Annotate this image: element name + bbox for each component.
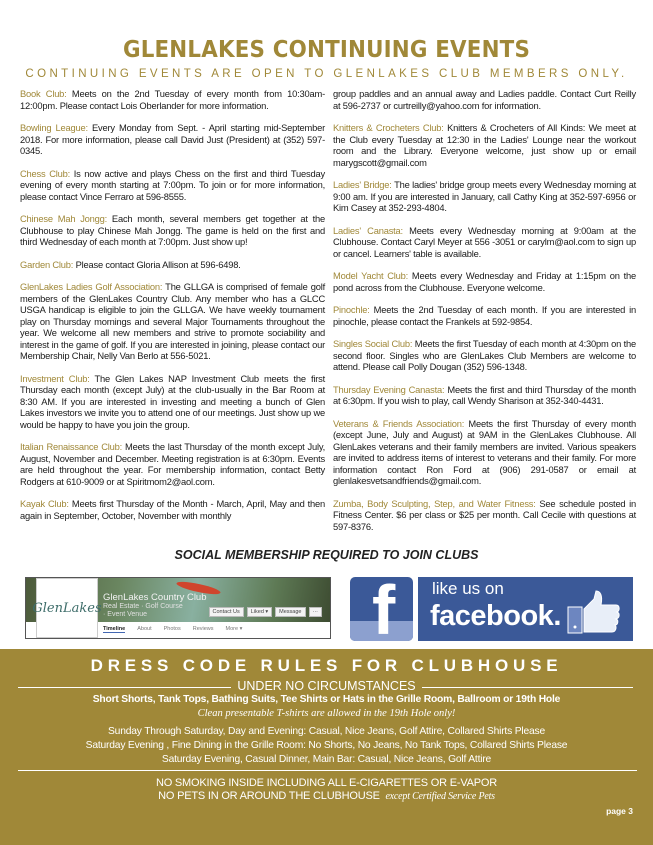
event-name: Knitters & Crocheters Club: — [333, 123, 444, 133]
event-entry — [333, 419, 636, 488]
fb-page-tabs — [103, 626, 242, 633]
event-description: Meets first Thursday of the Month - March, April, May and then again in September, October, November with monthly — [20, 499, 325, 521]
event-entry — [20, 499, 325, 522]
contact-us-button[interactable]: Contact Us — [209, 607, 244, 617]
event-description: Every Monday from Sept. - April starting mid-September 2018. For more information, please call David Just (President) at (352) 597-0345. — [20, 123, 326, 156]
event-name: Veterans & Friends Association: — [333, 418, 465, 429]
page-number: page 3 — [606, 806, 633, 816]
tab-timeline[interactable]: Timeline — [103, 626, 126, 632]
event-entry — [20, 89, 325, 112]
dress-rule-line: Saturday Evening, Casual Dinner, Main Bar: Casual, Nice Jeans, Golf Attire — [161, 754, 492, 765]
event-description: The GLLGA is comprised of female golf members of the GlenLakes Country Club. Any member who has a GLCC USGA handicap is eligible to join the GLLGA. We have weekly tournament play on Thursday mornings and several Major Tournaments throughout the year. We welcome all new members and strive to promote sociability and interest in the game of golf. If you are interested in joining, please contact our Membership Chair, Nelly Van Berlo at 556-5021. — [20, 282, 325, 361]
event-description: The Glen Lakes NAP Investment Club meets the first Thursday each month (except July) at the club-usually in the Bar Room at 8:30 AM. If you are interested in investing and meeting a bunch of Glen Lakes investors we invite you to attend one of our meetings. Just show up we would be happy to have you join the group. — [20, 373, 325, 430]
like-us-on-facebook-banner[interactable] — [350, 577, 633, 641]
event-entry — [333, 89, 636, 112]
dress-code-section — [0, 649, 653, 845]
prohibited-attire: Short Shorts, Tank Tops, Bathing Suits, Tee Shirts or Hats in the Grille Room, Ballroom or 19th Hole — [92, 694, 561, 705]
banner-text-box — [418, 577, 633, 641]
event-name: Thursday Evening Canasta: — [333, 384, 445, 395]
event-entry — [333, 271, 636, 294]
event-description: Meets on the 2nd Tuesday of every month from 10:30am-12:00pm. Please contact Lois Oberlander for more information. — [20, 89, 325, 111]
facebook-logo-icon — [350, 577, 413, 641]
event-entry — [333, 385, 636, 408]
more-options-button[interactable]: ··· — [309, 607, 323, 617]
no-pets-rule — [0, 790, 653, 802]
events-right-column — [333, 89, 636, 544]
thumbs-up-icon — [566, 589, 621, 635]
no-pets-text: NO PETS IN OR AROUND THE CLUBHOUSE — [158, 790, 380, 802]
event-entry — [20, 282, 325, 363]
event-description: Knitters & Crocheters of All Kinds: We meet at the Club every Tuesday at 12:30 in the Ladies' Lounge near the workout room and the Library. Everyone welcome, just show up or email marygscott@gmail.com — [333, 123, 636, 168]
tab-about[interactable]: About — [137, 626, 152, 632]
dress-rule-line: Sunday Through Saturday, Day and Evening: Casual, Nice Jeans, Golf Attire, Collared Shirts Please — [108, 726, 545, 737]
event-name: Singles Social Club: — [333, 339, 413, 349]
social-membership-notice: SOCIAL MEMBERSHIP REQUIRED TO JOIN CLUBS — [174, 548, 479, 562]
event-description: The ladies' bridge group meets every Wednesday morning at 9:00 am. If you are interested in January, call Cathy King at 352-597-6956 or Kim Casey at 352-293-4804. — [333, 180, 637, 213]
page-title: GLENLAKES CONTINUING EVENTS — [122, 37, 531, 63]
event-description: Meets the 2nd Tuesday of each month. If you are interested in pinochle, please contact the Frankels at 592-9854. — [333, 305, 636, 327]
under-no-circumstances-heading — [0, 679, 653, 693]
fb-page-category: Real Estate · Golf Course · Event Venue — [103, 603, 183, 618]
fb-page-buttons — [209, 607, 322, 617]
divider — [18, 770, 637, 771]
event-name: GlenLakes Ladies Golf Association: — [20, 282, 163, 292]
event-entry — [333, 180, 636, 215]
facebook-page-screenshot[interactable] — [25, 577, 331, 639]
event-description: Meets every Wednesday and Friday at 1:15pm on the pond across from the Clubhouse. Everyone welcome. — [333, 271, 636, 293]
event-entry — [20, 123, 325, 158]
message-button[interactable]: Message — [275, 607, 305, 617]
event-description: Each month, several members get together at the Clubhouse to play Chinese Mah Jongg. The game is held on the first and third Wednesday of each month at 7:00pm. Just show up! — [20, 214, 325, 247]
fb-page-name: GlenLakes Country Club — [103, 592, 207, 603]
event-entry — [333, 305, 636, 328]
event-entry — [20, 260, 325, 272]
event-description: group paddles and an annual away and Ladies paddle. Contact Curt Reilly at 596-2737 or curtreilly@yahoo.com for information. — [333, 89, 636, 111]
facebook-f-letter: f — [372, 577, 396, 641]
event-entry — [20, 442, 325, 488]
event-entry — [20, 169, 325, 204]
event-name: Ladies' Canasta: — [333, 225, 403, 236]
tab-more[interactable]: More ▾ — [225, 626, 243, 632]
no-smoking-rule: NO SMOKING INSIDE INCLUDING ALL E-CIGARETTES OR E-VAPOR — [155, 777, 498, 789]
event-name: Chinese Mah Jongg: — [20, 214, 108, 224]
event-name: Chess Club: — [20, 168, 71, 179]
event-name: Garden Club: — [20, 259, 74, 270]
liked-button[interactable]: Liked ▾ — [247, 607, 272, 617]
event-name: Bowling League: — [20, 123, 88, 133]
under-heading-text: UNDER NO CIRCUMSTANCES — [231, 679, 421, 693]
event-entry — [333, 123, 636, 169]
event-name: Model Yacht Club: — [333, 271, 409, 281]
event-description: Meets every Wednesday morning at 9:00am at the Clubhouse. Contact Caryl Meyer at 556 -3051 or carylm@aol.com to sign up or cancel. Learners' table is available. — [333, 225, 636, 259]
glenlakes-logo: GlenLakes — [36, 578, 98, 638]
event-name: Italian Renaissance Club: — [20, 442, 123, 452]
event-name: Investment Club: — [20, 373, 90, 384]
dress-rule-line: Saturday Evening , Fine Dining in the Grille Room: No Shorts, No Jeans, No Tank Tops, Collared Shirts Please — [85, 740, 568, 751]
event-name: Ladies' Bridge: — [333, 180, 392, 190]
event-name: Book Club: — [20, 89, 67, 99]
event-name: Kayak Club: — [20, 499, 69, 509]
event-description: Meets the first Tuesday of each month at 4:30pm on the second floor. Singles who are GlenLakes Club Members are welcome to attend. Please call Polly Dougan (352) 596-1348. — [333, 339, 636, 372]
tshirt-note: Clean presentable T-shirts are allowed in the 19th Hole only! — [197, 708, 456, 719]
page-subtitle: CONTINUING EVENTS ARE OPEN TO GLENLAKES CLUB MEMBERS ONLY. — [25, 68, 628, 80]
dress-code-title: DRESS CODE RULES FOR CLUBHOUSE — [90, 656, 563, 675]
event-entry — [333, 226, 636, 261]
tab-photos[interactable]: Photos — [163, 626, 181, 632]
event-description: Meets the last Thursday of the month except July, August, November and December. Meeting registration is at 6:30pm. Events are held throughout the year. For membership information, contact Betty Rodgers at 610-9009 or at Spiritmom2@aol.com. — [20, 442, 325, 487]
event-description: See schedule posted in Fitness Center. $6 per class or $25 per month. Call Cecile with questions at 597-8376. — [333, 498, 636, 532]
facebook-wordmark: facebook. — [430, 600, 561, 632]
event-name: Pinochle: — [333, 305, 370, 315]
event-description: Meets the first and third Thursday of the month at 6:30pm. If you wish to play, call Wendy Sharison at 352-340-4431. — [333, 384, 636, 406]
event-name: Zumba, Body Sculpting, Step, and Water Fitness: — [333, 498, 536, 509]
event-description: Is now active and plays Chess on the first and third Tuesday evening of every month starting at 7:00pm. To join or for more information, please contact Vince Ferraro at 596-8555. — [20, 168, 325, 202]
event-entry — [333, 499, 636, 534]
event-entry — [20, 214, 325, 249]
event-entry — [20, 374, 325, 432]
event-entry — [333, 339, 636, 374]
service-pets-exception: except Certified Service Pets — [385, 791, 495, 802]
event-description: Please contact Gloria Allison at 596-6498. — [73, 259, 241, 270]
tab-reviews[interactable]: Reviews — [192, 626, 214, 632]
events-left-column — [20, 89, 325, 533]
event-description: Meets the first Thursday of every month (except June, July and August) at 9AM in the GlenLakes Clubhouse. All GlenLakes veterans and their family members are invited. Various speakers are invited to address items of interest to veterans and their family. For more information contact Ron Ford at (906) 291-0587 or email at glenlakesvetsandfriends@gmail.com. — [333, 418, 636, 486]
like-us-text: like us on — [432, 579, 504, 598]
